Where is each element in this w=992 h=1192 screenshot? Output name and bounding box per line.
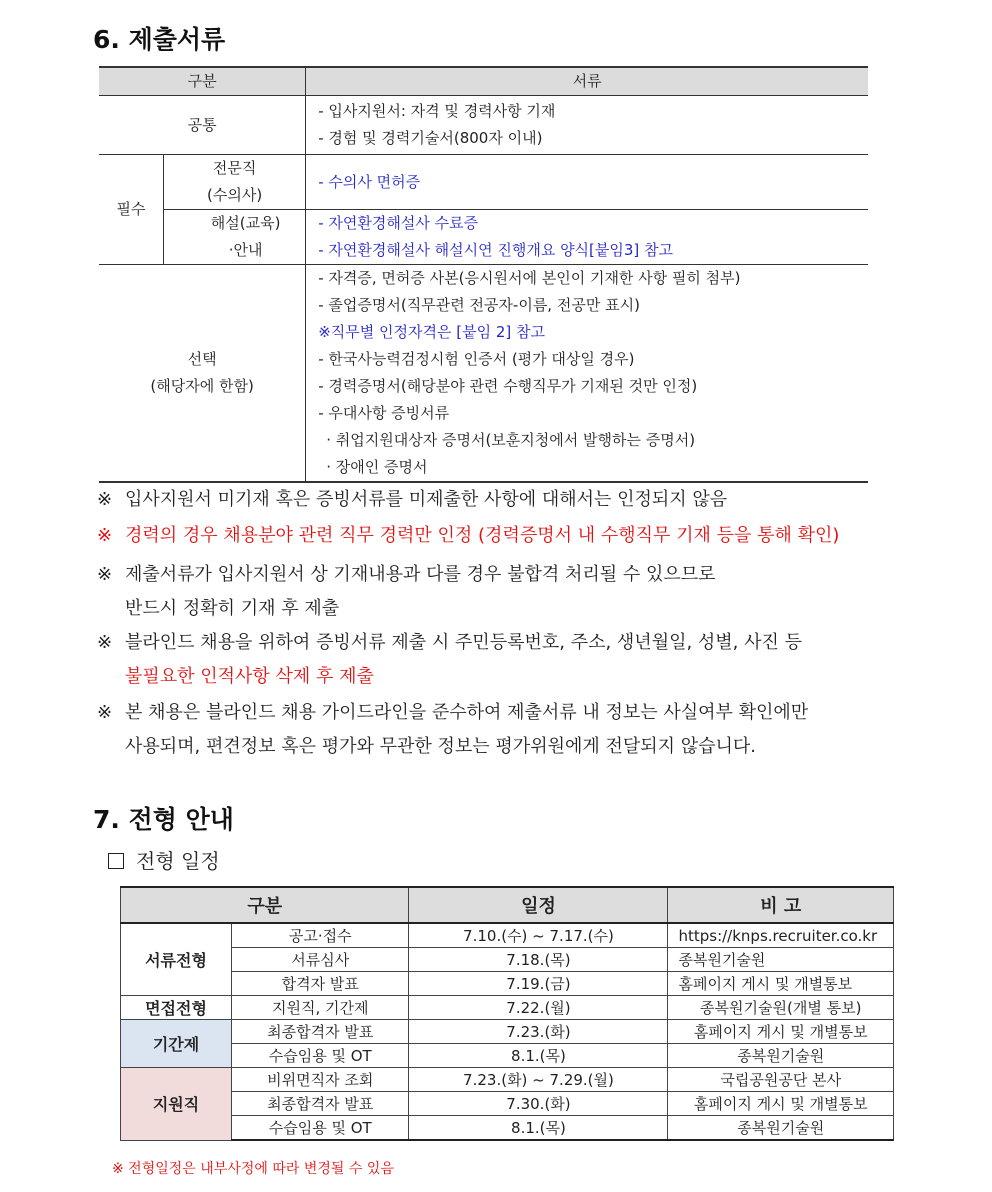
sub-label-guide [164,210,306,265]
note-mark: ※ [97,702,113,723]
list-item: - 자격증, 면허증 사본(응시원서에 본인이 기재한 사항 필히 첨부) [318,269,741,287]
label-optional-line: (해당자에 한함) [150,377,254,395]
header-remarks: 비 고 [668,887,894,923]
date-cell: 7.19.(금) [409,972,668,996]
date-cell: 7.22.(월) [409,996,668,1020]
list-item: - 우대사항 증빙서류 [318,404,450,422]
stage-cell: 수습임용 및 OT [232,1116,409,1141]
note-text-cont: 반드시 정확히 기재 후 제출 [125,598,340,619]
row-required-guide [99,210,868,265]
list-item: - 입사지원서: 자격 및 경력사항 기재 [318,102,556,120]
section7-title: 7. 전형 안내 [93,805,234,834]
date-cell: 7.23.(화) ~ 7.29.(월) [409,1068,668,1092]
header-category: 구분 [121,887,409,923]
note-mark: ※ [97,489,113,510]
table-row [121,1116,894,1141]
stage-cell: 최종합격자 발표 [232,1092,409,1116]
note-mark: ※ [97,632,113,653]
stage-cell: 비위면직자 조회 [232,1068,409,1092]
group-contract: 기간제 [121,1020,232,1068]
date-cell: 7.30.(화) [409,1092,668,1116]
items-common [306,96,868,155]
note-2 [97,524,899,548]
remark-cell: 종복원기술원 [668,1116,894,1141]
remark-cell: 홈페이지 게시 및 개별통보 [668,972,894,996]
remark-cell: 종복원기술원 [668,1044,894,1068]
table-row [121,972,894,996]
checkbox-icon [108,853,124,869]
remark-cell: 종복원기술원(개별 통보) [668,996,894,1020]
list-item: - 자연환경해설사 수료증 [318,214,479,232]
label-required: 필수 [99,155,164,265]
note-3 [97,558,899,626]
stage-cell: 지원직, 기간제 [232,996,409,1020]
label-optional-line: 선택 [187,350,217,368]
list-item: - 수의사 면허증 [318,172,421,191]
sub-label-line: 해설(교육) [210,214,281,232]
table-row [121,1068,894,1092]
table-row [121,923,894,948]
stage-cell: 수습임용 및 OT [232,1044,409,1068]
list-item: - 한국사능력검정시험 인증서 (평가 대상일 경우) [318,350,635,368]
table-row [121,996,894,1020]
sub-label-line: (수의사) [207,186,263,204]
note-4 [97,626,899,694]
remark-cell: 홈페이지 게시 및 개별통보 [668,1092,894,1116]
note-mark: ※ [97,525,113,546]
date-cell: 7.10.(수) ~ 7.17.(수) [409,923,668,948]
note-1 [97,488,899,512]
list-item: ※직무별 인정자격은 [붙임 2] 참고 [318,323,546,341]
remark-cell: 국립공원공단 본사 [668,1068,894,1092]
header-category: 구분 [99,67,306,96]
list-item: · 장애인 증명서 [326,458,428,476]
label-optional [99,265,306,483]
schedule-subtitle-text: 전형 일정 [136,849,220,873]
date-cell: 8.1.(목) [409,1044,668,1068]
list-item: - 경력증명서(해당분야 관련 수행직무가 기재된 것만 인정) [318,377,698,395]
date-cell: 7.23.(화) [409,1020,668,1044]
label-common: 공통 [99,96,306,155]
sub-label-line: 전문직 [212,159,257,177]
remark-cell: https://knps.recruiter.co.kr [668,923,894,948]
table-row [121,1092,894,1116]
schedule-subtitle [108,845,220,874]
table-row [121,948,894,972]
list-item: - 자연환경해설사 해설시연 진행개요 양식[붙임3] 참고 [318,241,674,259]
stage-cell: 합격자 발표 [232,972,409,996]
group-support: 지원직 [121,1068,232,1141]
note-text: 입사지원서 미기재 혹은 증빙서류를 미제출한 사항에 대해서는 인정되지 않음 [125,489,728,510]
note-text: 경력의 경우 채용분야 관련 직무 경력만 인정 (경력증명서 내 수행직무 기재 등을 통해 확인) [125,525,840,546]
list-item: - 경험 및 경력기술서(800자 이내) [318,129,543,147]
note-mark: ※ [97,564,113,585]
remark-cell: 홈페이지 게시 및 개별통보 [668,1020,894,1044]
list-item: - 졸업증명서(직무관련 전공자-이름, 전공만 표시) [318,296,640,314]
stage-cell: 서류심사 [232,948,409,972]
header-schedule: 일정 [409,887,668,923]
note-text-cont: 불필요한 인적사항 삭제 후 제출 [125,666,374,687]
date-cell: 8.1.(목) [409,1116,668,1141]
schedule-header-row [121,887,894,923]
stage-cell: 최종합격자 발표 [232,1020,409,1044]
group-document: 서류전형 [121,923,232,996]
row-common [99,96,868,155]
row-optional [99,265,868,483]
note-text-cont: 사용되며, 편견정보 혹은 평가와 무관한 정보는 평가위원에게 전달되지 않습니다. [125,736,757,757]
row-required-vet [99,155,868,210]
schedule-footnote: ※ 전형일정은 내부사정에 따라 변경될 수 있음 [112,1161,394,1177]
table-row [121,1044,894,1068]
documents-table [99,66,868,483]
group-interview: 면접전형 [121,996,232,1020]
items-vet [306,155,868,210]
sub-label-vet [164,155,306,210]
documents-header-row [99,67,868,96]
date-cell: 7.18.(목) [409,948,668,972]
stage-cell: 공고·접수 [232,923,409,948]
header-documents: 서류 [306,67,868,96]
list-item: · 취업지원대상자 증명서(보훈지청에서 발행하는 증명서) [326,431,696,449]
remark-cell: 종복원기술원 [668,948,894,972]
note-text: 제출서류가 입사지원서 상 기재내용과 다를 경우 불합격 처리될 수 있으므로 [125,564,716,585]
schedule-table [120,886,894,1141]
sub-label-line: ·안내 [228,241,263,259]
note-text: 블라인드 채용을 위하여 증빙서류 제출 시 주민등록번호, 주소, 생년월일, 성별, 사진 등 [125,632,803,653]
note-5 [97,696,899,764]
section6-title: 6. 제출서류 [93,25,226,54]
items-optional [306,265,868,483]
table-row [121,1020,894,1044]
items-guide [306,210,868,265]
note-text: 본 채용은 블라인드 채용 가이드라인을 준수하여 제출서류 내 정보는 사실여부 확인에만 [125,702,809,723]
